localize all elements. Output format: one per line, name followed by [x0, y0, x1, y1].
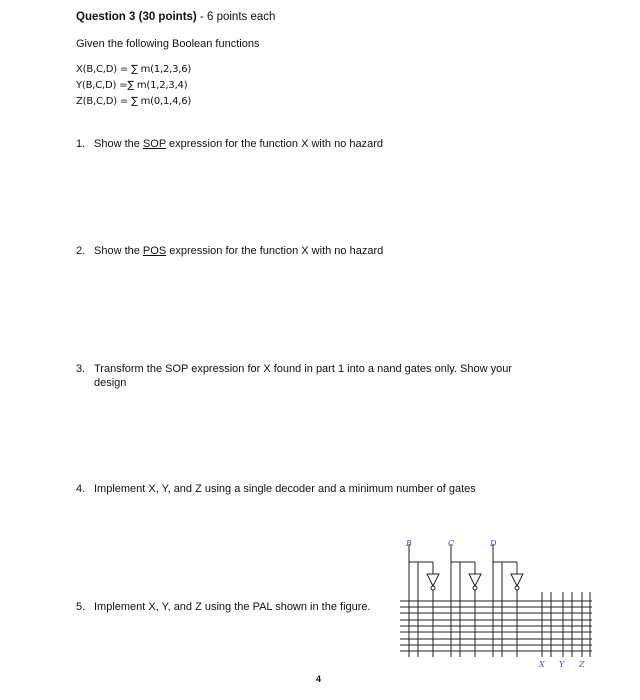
- function-y: Y(B,C,D) =∑ m(1,2,3,4): [76, 80, 188, 91]
- inverter-d-icon: [511, 574, 523, 586]
- intro-text: Given the following Boolean functions: [76, 38, 260, 50]
- inverter-b-icon: [427, 574, 439, 586]
- part-1-post: expression for the function X with no hazard: [165, 138, 384, 150]
- function-x: X(B,C,D) = ∑ m(1,2,3,6): [76, 64, 192, 75]
- pal-input-c-label: C: [448, 539, 455, 548]
- part-2-post: expression for the function X with no hazard: [166, 245, 384, 257]
- part-3-line1: Transform the SOP expression for X found in part 1 into a nand gates only. Show your: [94, 363, 513, 375]
- part-2-pre: Show the: [94, 245, 143, 257]
- page-number: 4: [316, 674, 322, 684]
- part-4: [76, 483, 476, 495]
- part-4-text: Implement X, Y, and Z using a single decoder and a minimum number of gates: [94, 483, 476, 495]
- pal-output-z-label: Z: [579, 660, 585, 669]
- part-2-term: POS: [142, 245, 167, 257]
- part-2: [76, 245, 383, 257]
- pal-diagram: [396, 536, 596, 672]
- pal-grid: [400, 544, 592, 657]
- part-1-pre: Show the: [94, 138, 143, 150]
- question-title: [76, 11, 275, 23]
- part-3-number: 3.: [76, 363, 86, 375]
- part-2-number: 2.: [76, 245, 86, 257]
- question-title-bold: Question 3 (30 points): [76, 11, 197, 23]
- pal-input-d-label: D: [490, 539, 497, 548]
- inverter-c-icon: [469, 574, 481, 586]
- pal-output-y-label: Y: [559, 660, 565, 669]
- pal-output-x-label: X: [539, 660, 545, 669]
- part-5-number: 5.: [76, 601, 86, 613]
- part-1-term: SOP: [142, 138, 166, 150]
- function-z: Z(B,C,D) = ∑ m(0,1,4,6): [76, 96, 192, 107]
- part-3: [76, 363, 512, 375]
- part-1: [76, 138, 383, 150]
- pal-input-b-label: B: [406, 539, 412, 548]
- part-1-number: 1.: [76, 138, 86, 150]
- part-5-text: Implement X, Y, and Z using the PAL shown in the figure.: [94, 601, 371, 613]
- part-4-number: 4.: [76, 483, 86, 495]
- question-title-points: - 6 points each: [196, 11, 276, 23]
- part-3-line2: design: [94, 377, 127, 389]
- part-5: [76, 601, 371, 613]
